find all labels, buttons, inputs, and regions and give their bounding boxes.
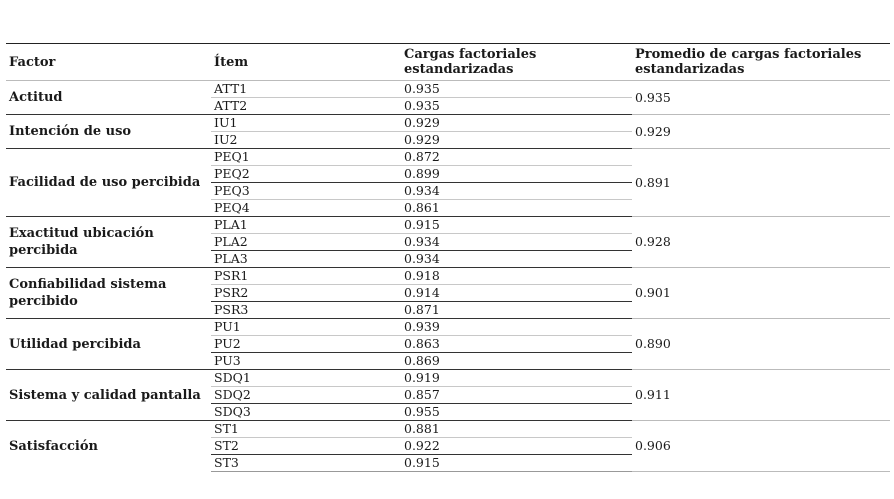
item-code: IU2 [211,132,401,149]
factor-name: Intención de uso [6,115,211,149]
loading-value: 0.871 [401,302,632,319]
table-header-row [6,44,890,81]
loading-value: 0.922 [401,438,632,455]
item-code: PLA1 [211,217,401,234]
item-code: PEQ1 [211,149,401,166]
loading-value: 0.914 [401,285,632,302]
item-code: PEQ3 [211,183,401,200]
loading-value: 0.915 [401,455,632,472]
loading-value: 0.939 [401,319,632,336]
factor-loadings-table-container [6,43,890,472]
loading-value: 0.929 [401,132,632,149]
table-row [6,149,890,166]
average-loading-value: 0.890 [632,319,890,370]
loading-value: 0.915 [401,217,632,234]
loading-value: 0.861 [401,200,632,217]
header-factor: Factor [6,44,211,81]
item-code: SDQ3 [211,404,401,421]
loading-value: 0.934 [401,251,632,268]
loading-value: 0.929 [401,115,632,132]
table-row [6,115,890,132]
loading-value: 0.863 [401,336,632,353]
factor-name: Actitud [6,81,211,115]
average-loading-value: 0.891 [632,149,890,217]
factor-name: Utilidad percibida [6,319,211,370]
average-loading-value: 0.935 [632,81,890,115]
table-row [6,421,890,438]
item-code: ST1 [211,421,401,438]
average-loading-value: 0.906 [632,421,890,472]
item-code: PU2 [211,336,401,353]
item-code: SDQ1 [211,370,401,387]
item-code: PLA3 [211,251,401,268]
item-code: PEQ4 [211,200,401,217]
item-code: PU3 [211,353,401,370]
item-code: ATT1 [211,81,401,98]
loading-value: 0.935 [401,81,632,98]
item-code: SDQ2 [211,387,401,404]
item-code: IU1 [211,115,401,132]
loading-value: 0.934 [401,234,632,251]
item-code: PSR1 [211,268,401,285]
table-row [6,268,890,285]
item-code: ST2 [211,438,401,455]
item-code: PSR2 [211,285,401,302]
header-loadings: Cargas factoriales estandarizadas [401,44,632,81]
table-row [6,217,890,234]
average-loading-value: 0.928 [632,217,890,268]
average-loading-value: 0.901 [632,268,890,319]
factor-name: Exactitud ubicación percibida [6,217,211,268]
loading-value: 0.919 [401,370,632,387]
loading-value: 0.869 [401,353,632,370]
factor-name: Facilidad de uso percibida [6,149,211,217]
loading-value: 0.881 [401,421,632,438]
table-row [6,370,890,387]
item-code: PEQ2 [211,166,401,183]
average-loading-value: 0.929 [632,115,890,149]
loading-value: 0.872 [401,149,632,166]
factor-name: Confiabilidad sistema percibido [6,268,211,319]
item-code: ATT2 [211,98,401,115]
loading-value: 0.899 [401,166,632,183]
header-average-loadings: Promedio de cargas factoriales estandarizadas [632,44,890,81]
item-code: PLA2 [211,234,401,251]
header-item: Ítem [211,44,401,81]
factor-name: Sistema y calidad pantalla [6,370,211,421]
loading-value: 0.918 [401,268,632,285]
average-loading-value: 0.911 [632,370,890,421]
table-body [6,81,890,472]
factor-name: Satisfacción [9,438,98,454]
table-row [6,81,890,98]
item-code: ST3 [211,455,401,472]
item-code: PSR3 [211,302,401,319]
loading-value: 0.955 [401,404,632,421]
loading-value: 0.934 [401,183,632,200]
loading-value: 0.935 [401,98,632,115]
factor-loadings-table [6,43,890,472]
table-row [6,319,890,336]
loading-value: 0.857 [401,387,632,404]
item-code: PU1 [211,319,401,336]
